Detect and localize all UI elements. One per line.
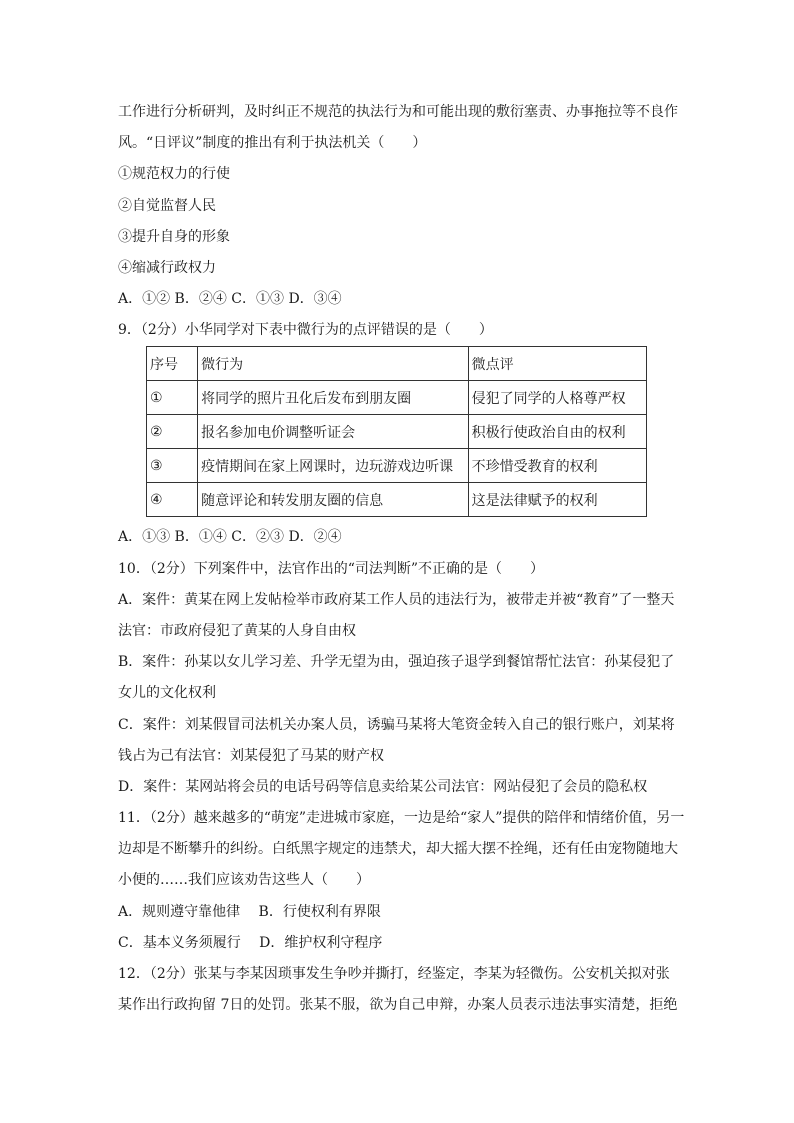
- table-cell: 随意评论和转发朋友圈的信息: [198, 483, 469, 517]
- q10-stem: 10．（2分）下列案件中，法官作出的“司法判断”不正确的是（ ）: [118, 561, 545, 577]
- table-cell: 报名参加电价调整听证会: [198, 415, 469, 449]
- table-cell: 不珍惜受教育的权利: [468, 449, 646, 483]
- table-cell: ④: [147, 483, 198, 517]
- table-cell: 侵犯了同学的人格尊严权: [468, 381, 646, 415]
- q8-answer-choices: A．①② B．②④ C．①③ D．③④: [118, 291, 342, 307]
- q12-stem-line-2: 某作出行政拘留 7日的处罚。张某不服，欲为自己申辩，办案人员表示违法事实清楚，拒绝: [118, 997, 678, 1013]
- q10-option-c-line-1: C．案件：刘某假冒司法机关办案人员，诱骗马某将大笔资金转入自己的银行账户，刘某将: [118, 717, 675, 733]
- q9-answer-choices: A．①③ B．①④ C．②③ D．②④: [118, 529, 342, 545]
- table-cell: ③: [147, 449, 198, 483]
- q11-stem-line-2: 边却是不断攀升的纠纷。白纸黑字规定的违禁犬，却大摇大摆不拴绳，还有任由宠物随地大: [118, 841, 678, 857]
- table-row: [147, 381, 647, 415]
- q11-options-cd: C．基本义务须履行 D．维护权利守程序: [118, 935, 383, 951]
- q10-option-c-line-2: 钱占为己有法官：刘某侵犯了马某的财产权: [118, 748, 384, 764]
- table-cell: 这是法律赋予的权利: [468, 483, 646, 517]
- table-row: [147, 483, 647, 517]
- table-cell: ①: [147, 381, 198, 415]
- q8-option-1: ①规范权力的行使: [118, 166, 230, 182]
- table-header-cell: 序号: [147, 347, 198, 381]
- q8-text-line-2: 风。“日评议”制度的推出有利于执法机关（ ）: [118, 135, 427, 151]
- table-row: [147, 449, 647, 483]
- q11-stem-line-1: 11．（2分）越来越多的“萌宠”走进城市家庭，一边是给“家人”提供的陪伴和情绪价值，另一: [118, 810, 685, 826]
- q8-option-3: ③提升自身的形象: [118, 229, 230, 245]
- table-cell: 将同学的照片丑化后发布到朋友圈: [198, 381, 469, 415]
- table-row: [147, 415, 647, 449]
- q10-option-a-line-1: A．案件：黄某在网上发帖检举市政府某工作人员的违法行为，被带走并被“教育”了一整天: [118, 592, 675, 608]
- q10-option-b-line-1: B．案件：孙某以女儿学习差、升学无望为由，强迫孩子退学到餐馆帮忙法官：孙某侵犯了: [118, 654, 675, 670]
- q8-text-line-1: 工作进行分析研判，及时纠正不规范的执法行为和可能出现的敷衍塞责、办事拖拉等不良作: [118, 104, 678, 120]
- table-cell: ②: [147, 415, 198, 449]
- q10-option-d: D．案件：某网站将会员的电话号码等信息卖给某公司法官：网站侵犯了会员的隐私权: [118, 779, 648, 795]
- q12-stem-line-1: 12．（2分）张某与李某因琐事发生争吵并撕打，经鉴定，李某为轻微伤。公安机关拟对张: [118, 966, 670, 982]
- table-cell: 疫情期间在家上网课时，边玩游戏边听课: [198, 449, 469, 483]
- q11-stem-line-3: 小便的……我们应该劝告这些人（ ）: [118, 872, 370, 888]
- q11-options-ab: A．规则遵守靠他律 B．行使权利有界限: [118, 904, 381, 920]
- micro-behavior-table: [146, 346, 647, 517]
- q8-option-2: ②自觉监督人民: [118, 198, 216, 214]
- q9-stem: 9．（2分）小华同学对下表中微行为的点评错误的是（ ）: [118, 322, 493, 338]
- table-header-cell: 微点评: [468, 347, 646, 381]
- q10-option-b-line-2: 女儿的文化权利: [118, 685, 216, 701]
- q8-option-4: ④缩减行政权力: [118, 260, 216, 276]
- q10-option-a-line-2: 法官：市政府侵犯了黄某的人身自由权: [118, 623, 356, 639]
- table-header-row: [147, 347, 647, 381]
- table-header-cell: 微行为: [198, 347, 469, 381]
- table-cell: 积极行使政治自由的权利: [468, 415, 646, 449]
